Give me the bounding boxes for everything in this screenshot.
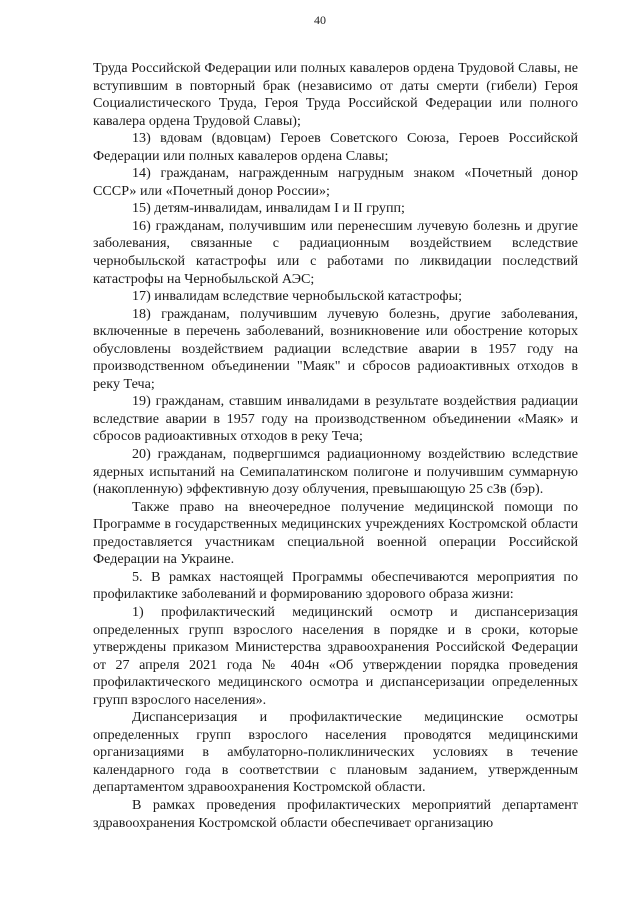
page-number: 40: [314, 13, 326, 27]
paragraph: В рамках проведения профилактических мероприятий департамент здравоохранения Костромской области обеспечивает организацию: [93, 796, 578, 831]
paragraph: 5. В рамках настоящей Программы обеспечиваются мероприятия по профилактике заболеваний и формированию здорового образа жизни:: [93, 568, 578, 603]
paragraph: 19) гражданам, ставшим инвалидами в результате воздействия радиации вследствие аварии в 1957 году на производственном объединении «Маяк» и сбросов радиоактивных отходов в реку Теча;: [93, 393, 578, 445]
paragraph: Диспансеризация и профилактические медицинские осмотры определенных групп взрослого населения проводятся медицинскими организациями в амбулаторно-поликлинических условиях в течение календарного года в соответствии с плановым заданием, утвержденным департаментом здравоохранения Костромской области.: [93, 709, 578, 796]
paragraph: 15) детям-инвалидам, инвалидам I и II групп;: [132, 200, 405, 217]
paragraph: 1) профилактический медицинский осмотр и диспансеризация определенных групп взрослого населения в порядке и в сроки, которые утверждены приказом Министерства здравоохранения Российской Федерации от 27 апреля 2021 года № 404н «Об утверждении порядка проведения профилактического медицинского осмотра и диспансеризации определенных групп взрослого населения».: [93, 603, 578, 708]
paragraph: 20) гражданам, подвергшимся радиационному воздействию вследствие ядерных испытаний на Семипалатинском полигоне и получившим суммарную (накопленную) эффективную дозу облучения, превышающую 25 сЗв (бэр).: [93, 446, 578, 498]
paragraph: Труда Российской Федерации или полных кавалеров ордена Трудовой Славы, не вступившим в повторный брак (независимо от даты смерти (гибели) Героя Социалистического Труда, Героя Труда Российской Федерации или полного кавалера ордена Трудовой Славы);: [93, 60, 578, 129]
document-body: [93, 60, 578, 832]
paragraph: 16) гражданам, получившим или перенесшим лучевую болезнь и другие заболевания, связанные с радиационным воздействием вследствие чернобыльской катастрофы или с работами по ликвидации последствий катастрофы на Чернобыльской АЭС;: [93, 217, 578, 287]
paragraph: 17) инвалидам вследствие чернобыльской катастрофы;: [132, 288, 463, 305]
paragraph: Также право на внеочередное получение медицинской помощи по Программе в государственных медицинских учреждениях Костромской области предоставляется участникам специальной военной операции Российской Федерации на Украине.: [93, 498, 578, 568]
paragraph: 13) вдовам (вдовцам) Героев Советского Союза, Героев Российской Федерации или полных кавалеров ордена Славы;: [93, 130, 578, 164]
paragraph: 14) гражданам, награжденным нагрудным знаком «Почетный донор СССР» или «Почетный донор России»;: [93, 165, 578, 199]
paragraph: 18) гражданам, получившим лучевую болезнь, другие заболевания, включенные в перечень заболеваний, возникновение или обострение которых обусловлены воздействием радиации вследствие аварии в 1957 году на производственном объединении "Маяк" и сбросов радиоактивных отходов в реку Теча;: [93, 305, 578, 392]
